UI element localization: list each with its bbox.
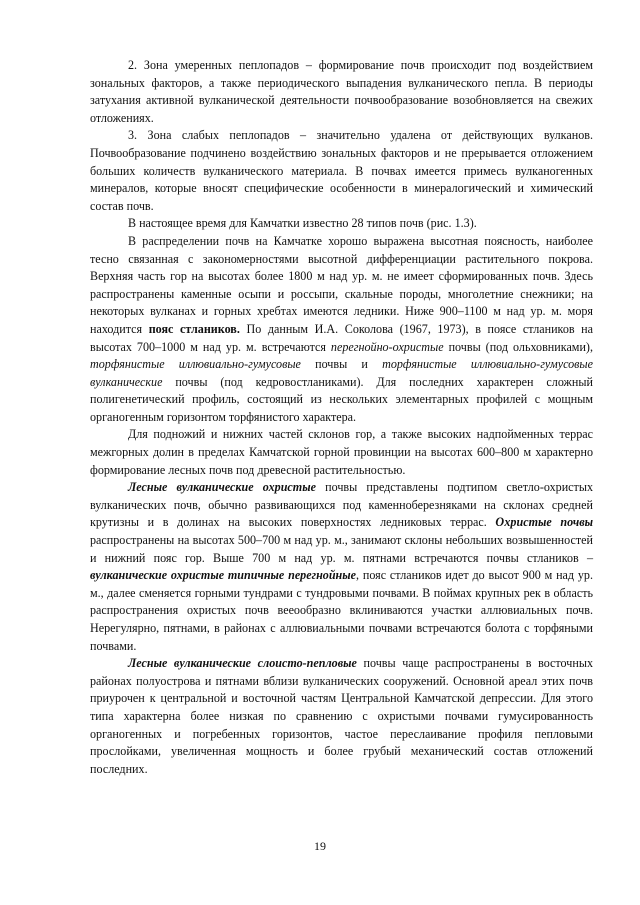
- text-run: почвы представлены подтипом светло-охристых вулканических почв, обычно развивающихся под каменноберезняками на склонах средней крутизны и в долинах на высоких поверхностях ледниковых террас.: [90, 480, 593, 530]
- document-body: [90, 57, 593, 778]
- text-run: В настоящее время для Камчатки известно 28 типов почв (рис. 1.3).: [128, 216, 477, 231]
- text-run: Для подножий и нижних частей склонов гор, а также высоких надпойменных террас межгорных долин в пределах Камчатской горной провинции на высотах 600–800 м характерно формирование лесных почв под древесной растительностью.: [90, 427, 593, 477]
- emphasized-text-run: торфянистые иллювиально-гумусовые: [90, 357, 301, 372]
- emphasized-text-run: торфянистые иллювиально-гумусовые вулканические: [90, 357, 593, 389]
- paragraph-ochric-soils: [90, 479, 593, 655]
- text-run: По данным И.А. Соколова (1967, 1973), в поясе стлаников на высотах 700–1000 м над ур. м. встречаются: [90, 321, 594, 354]
- paragraph-zone-weak-ashfall: [90, 127, 593, 215]
- paragraph-forest-soils-intro: [90, 426, 593, 479]
- text-run: почвы и: [300, 357, 383, 372]
- paragraph-layered-ash-soils: [90, 655, 593, 778]
- emphasized-text-run: перегнойно-охристые: [330, 339, 444, 354]
- text-run: 2. Зона умеренных пеплопадов – формирование почв происходит под воздействием зональных факторов, а также периодического выпадения вулканического пепла. В периоды затухания активной вулканической деятельности почвообразование возобновляется на свежих отложениях.: [90, 58, 593, 125]
- paragraph-altitudinal-zonation: [90, 233, 593, 427]
- text-run: почвы чаще распространены в восточных районах полуострова и пятнами вблизи вулканических сооружений. Основной ареал этих почв приурочен к центральной и восточной частям Центральной Камчатской депрессии. Для этого типа характерна более низкая по сравнению с охристыми почвами гумусированность органогенных и погребенных горизонтов, частое переслаивание профиля пепловыми прослойками, увеличенная мощность и более грубый механический состав отложений последних.: [90, 656, 593, 776]
- text-run: 3. Зона слабых пеплопадов – значительно удалена от действующих вулканов. Почвообразование подчинено воздействию зональных факторов и не прерывается отложением больших количеств вулканического материала. В почвах имеется примесь вулканогенных минералов, которые вносят специфические особенности в минералогический и химический состав почв.: [90, 128, 593, 213]
- emphasized-text-run: Охристые почвы: [495, 515, 593, 530]
- emphasized-text-run: Лесные вулканические слоисто-пепловые: [128, 656, 357, 671]
- text-run: почвы (под кедровостланиками). Для последних характерен сложный полигенетический профиль, состоящий из нескольких элементарных профилей с мощным органогенным горизонтом торфянистого характера.: [90, 374, 593, 424]
- text-run: , пояс стлаников идет до высот 900 м над ур. м., далее сменяется горными тундрами с тундровыми почвами. В поймах крупных рек в область распространения охристых почв вееообразно вклиниваются участки аллювиальных почв. Нерегулярно, пятнами, в районах с аллювиальными почвами встречаются болота с торфяными почвами.: [90, 568, 593, 653]
- paragraph-soil-types-count: [90, 215, 593, 233]
- page-number: 19: [314, 839, 326, 853]
- paragraph-zone-moderate-ashfall: [90, 57, 593, 127]
- text-run: распространены на высотах 500–700 м над ур. м., занимают склоны небольших возвышенностей и нижний пояс гор. Выше 700 м над ур. м. пятнами встречаются почвы стлаников –: [90, 533, 593, 565]
- text-run: В распределении почв на Камчатке хорошо выражена высотная поясность, наиболее тесно связанная с закономерностями высотной дифференциации растительного покрова. Верхняя часть гор на высотах более 1800 м над ур. м. не имеет сформированных почв. Здесь распространены каменные осыпи и россыпи, скальные породы, многолетние снежники; на некоторых вулканах и горных хребтах имеются ледники. Ниже 900–1100 м над ур. м. моря находится: [90, 233, 593, 336]
- text-run: почвы (под ольховниками),: [443, 339, 593, 354]
- emphasized-text-run: пояс стлаников.: [148, 321, 240, 336]
- emphasized-text-run: вулканические охристые типичные перегнойные: [90, 568, 357, 583]
- emphasized-text-run: Лесные вулканические охристые: [128, 480, 316, 495]
